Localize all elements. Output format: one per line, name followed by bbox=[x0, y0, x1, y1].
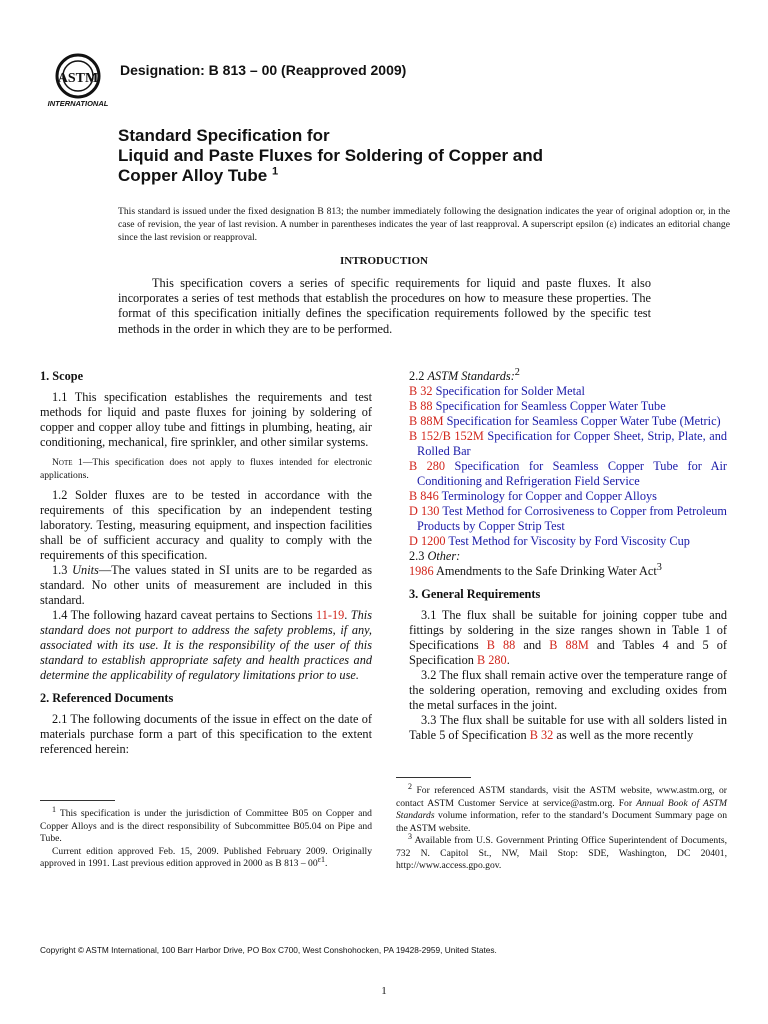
standard-code[interactable]: B 846 bbox=[409, 489, 439, 503]
standard-ref-b88[interactable] bbox=[409, 399, 727, 414]
standard-ref-d130[interactable] bbox=[409, 504, 727, 534]
para-1-3-text: —The values stated in SI units are to be regarded as standard. No other units of measurement are included in this standard. bbox=[40, 563, 373, 607]
footnotes-right bbox=[396, 777, 727, 873]
footnote-1-epsilon: ε1 bbox=[317, 854, 326, 864]
para-2-3-num: 2.3 bbox=[409, 549, 425, 563]
standard-title[interactable]: Specification for Copper Sheet, Strip, Plate, and Rolled Bar bbox=[417, 429, 728, 458]
hazard-caveat: This standard does not purport to address the safety problems, if any, associated with its use. It is the responsibility of the user of this standard to establish appropriate safety and health practices and determine the applicability of regulatory limitations prior to use. bbox=[40, 608, 372, 682]
copyright-line: Copyright © ASTM International, 100 Barr Harbor Drive, PO Box C700, West Conshohocken, PA 19428-2959, United States. bbox=[40, 945, 497, 955]
standard-title[interactable]: Specification for Solder Metal bbox=[435, 384, 585, 398]
footnote-3-mark[interactable]: 3 bbox=[656, 561, 662, 573]
footnote-3 bbox=[396, 831, 727, 873]
right-column bbox=[409, 366, 728, 743]
standard-title[interactable]: Specification for Seamless Copper Water Tube (Metric) bbox=[446, 414, 721, 428]
section-general-requirements-heading: 3. General Requirements bbox=[409, 587, 541, 601]
para-3-1 bbox=[409, 608, 727, 668]
para-1-4-text: 1.4 The following hazard caveat pertains to Sections bbox=[52, 608, 313, 622]
para-3-1-end: . bbox=[506, 653, 510, 667]
footnotes-left bbox=[40, 800, 372, 871]
para-3-3-text-a: 3.3 The flux shall be suitable for use with all solders listed in Table 5 of Specification bbox=[409, 713, 727, 742]
para-2-1: 2.1 The following documents of the issue in effect on the date of materials purchase form a part of this specification to the extent referenced herein: bbox=[40, 712, 372, 756]
para-3-1-and: and bbox=[523, 638, 542, 652]
logo-text: ASTM bbox=[57, 71, 99, 86]
other-title: Amendments to the Safe Drinking Water Act bbox=[436, 564, 657, 578]
introduction-heading: INTRODUCTION bbox=[339, 255, 428, 267]
standard-ref-b32[interactable] bbox=[409, 384, 727, 399]
para-2-2 bbox=[409, 366, 727, 384]
issue-note: This standard is issued under the fixed designation B 813; the number immediately following the designation indicates the year of original adoption or, in the case of revision, the year of last revision. A number in parentheses indicates the year of last reapproval. A superscript epsilon (ε) indicates an editorial change since the last revision or reapproval. bbox=[118, 206, 730, 243]
title-line-3: Copper Alloy Tube bbox=[118, 166, 268, 185]
para-3-1-text-b: and Tables 4 and 5 of Specification bbox=[409, 638, 727, 667]
other-label: Other: bbox=[427, 549, 461, 563]
note-1-text: —This specification does not apply to fluxes intended for electronic applications. bbox=[40, 457, 372, 481]
other-ref-1986[interactable] bbox=[409, 561, 727, 579]
designation: Designation: B 813 – 00 (Reapproved 2009) bbox=[120, 62, 407, 78]
standard-code[interactable]: B 280 bbox=[409, 459, 446, 473]
footnote-3-text: Available from U.S. Government Printing Office Superintendent of Documents, 732 N. Capitol St., NW, Mail Stop: SDE, Washington, DC 20401, http://www.access.gpo.gov. bbox=[396, 835, 727, 871]
footnote-3-marker: 3 bbox=[408, 831, 412, 841]
para-1-2: 1.2 Solder fluxes are to be tested in accordance with the requirements of this specification by an independent testing laboratory. Testing, measuring equipment, and inspection facilities shall be of sufficient accuracy and quality to comply with the requirements of this specification. bbox=[40, 488, 372, 562]
logo-subtext: INTERNATIONAL bbox=[47, 99, 109, 108]
footnote-rule bbox=[40, 800, 115, 801]
standard-code[interactable]: B 88M bbox=[409, 414, 444, 428]
note-1 bbox=[40, 456, 372, 482]
para-1-4 bbox=[40, 608, 372, 683]
para-1-4-tail: . bbox=[344, 608, 348, 622]
link-b88[interactable]: B 88 bbox=[486, 638, 516, 652]
para-1-3-term: Units bbox=[72, 563, 99, 577]
link-b32[interactable]: B 32 bbox=[529, 728, 554, 742]
footnote-2-mark[interactable]: 2 bbox=[514, 366, 520, 378]
left-column bbox=[40, 369, 372, 757]
page-number: 1 bbox=[381, 985, 387, 997]
footnote-1-edition-text: Current edition approved Feb. 15, 2009. Published February 2009. Originally approved in 1991. Last previous edition approved in 2000 as B 813 – 00 bbox=[40, 845, 372, 869]
para-3-3-text-b: as well as the more recently bbox=[556, 728, 694, 742]
para-1-3-num: 1.3 bbox=[52, 563, 68, 577]
link-b280[interactable]: B 280 bbox=[476, 653, 507, 667]
para-3-2: 3.2 The flux shall remain active over the temperature range of the soldering operation, removing and excluding oxides from the metal surfaces in the joint. bbox=[409, 668, 727, 712]
standard-title[interactable]: Specification for Seamless Copper Water Tube bbox=[435, 399, 666, 413]
standard-ref-b846[interactable] bbox=[409, 489, 727, 504]
standard-ref-b152[interactable] bbox=[409, 429, 727, 459]
footnote-2-annual-book: Annual Book of ASTM Standards bbox=[396, 797, 727, 821]
standard-code[interactable]: B 32 bbox=[409, 384, 433, 398]
document-title bbox=[118, 126, 718, 186]
footnote-1-marker: 1 bbox=[52, 804, 56, 814]
footnote-1-edition bbox=[40, 846, 372, 871]
footnote-rule bbox=[396, 777, 471, 778]
footnote-2 bbox=[396, 781, 727, 835]
footnote-2-marker: 2 bbox=[408, 781, 412, 791]
title-line-2: Liquid and Paste Fluxes for Soldering of Copper and bbox=[118, 146, 544, 165]
standards-list bbox=[409, 384, 727, 549]
footnote-2-text-b: volume information, refer to the standard’s Document Summary page on the ASTM website. bbox=[396, 810, 727, 834]
title-line-1: Standard Specification for bbox=[118, 126, 330, 145]
para-1-1: 1.1 This specification establishes the requirements and test methods for liquid and paste fluxes for joining by soldering of copper and copper alloy tube and fittings in plumbing, heating, air conditioning, mechanical, fire sprinkler, and other similar systems. bbox=[40, 390, 372, 449]
standard-code[interactable]: D 1200 bbox=[409, 534, 446, 548]
footnote-2-text-a: For referenced ASTM standards, visit the ASTM website, www.astm.org, or contact ASTM Customer Service at service@astm.org. For bbox=[396, 785, 727, 809]
astm-logo bbox=[42, 52, 112, 110]
section-referenced-documents-heading: 2. Referenced Documents bbox=[40, 691, 174, 705]
other-code[interactable]: 1986 bbox=[409, 564, 434, 578]
para-2-3 bbox=[409, 549, 727, 564]
link-b88m[interactable]: B 88M bbox=[549, 638, 589, 652]
footnote-1 bbox=[40, 804, 372, 846]
astm-standards-label: ASTM Standards: bbox=[427, 369, 515, 383]
note-1-label: Note 1 bbox=[52, 457, 83, 468]
footnote-1-text: This specification is under the jurisdiction of Committee B05 on Copper and Copper Alloys and is the direct responsibility of Subcommittee B05.04 on Pipe and Tube. bbox=[40, 808, 372, 844]
standard-title[interactable]: Terminology for Copper and Copper Alloys bbox=[441, 489, 657, 503]
para-3-1-text-a: 3.1 The flux shall be suitable for joining copper tube and fittings by soldering in the size ranges shown in Table 1 of Specifications bbox=[409, 608, 727, 652]
standard-title[interactable]: Test Method for Corrosiveness to Copper from Petroleum Products by Copper Strip Test bbox=[417, 504, 727, 533]
standard-ref-b88m[interactable] bbox=[409, 414, 727, 429]
standard-ref-d1200[interactable] bbox=[409, 534, 727, 549]
standard-title[interactable]: Test Method for Viscosity by Ford Viscosity Cup bbox=[448, 534, 690, 548]
astm-logo-icon bbox=[42, 52, 112, 110]
footnote-1-edition-end: . bbox=[325, 858, 328, 869]
para-3-3 bbox=[409, 713, 727, 743]
standard-code[interactable]: B 88 bbox=[409, 399, 433, 413]
section-scope-heading: 1. Scope bbox=[40, 369, 84, 383]
title-footnote-mark[interactable]: 1 bbox=[271, 165, 279, 178]
para-1-3 bbox=[40, 563, 372, 608]
standard-code[interactable]: B 152/B 152M bbox=[409, 429, 484, 443]
standard-code[interactable]: D 130 bbox=[409, 504, 440, 518]
introduction-text: This specification covers a series of specific requirements for liquid and paste fluxes. It also incorporates a series of test methods that establish the procedures on how to measure these properties. The format of this specification initially defines the specification requirements followed by the specific test methods in the order in which they are to be performed. bbox=[118, 276, 651, 336]
standard-title[interactable]: Specification for Seamless Copper Tube for Air Conditioning and Refrigeration Field Service bbox=[417, 459, 727, 488]
standard-ref-b280[interactable] bbox=[409, 459, 727, 489]
para-2-2-num: 2.2 bbox=[409, 369, 425, 383]
link-sections-11-19[interactable]: 11-19 bbox=[316, 608, 345, 622]
